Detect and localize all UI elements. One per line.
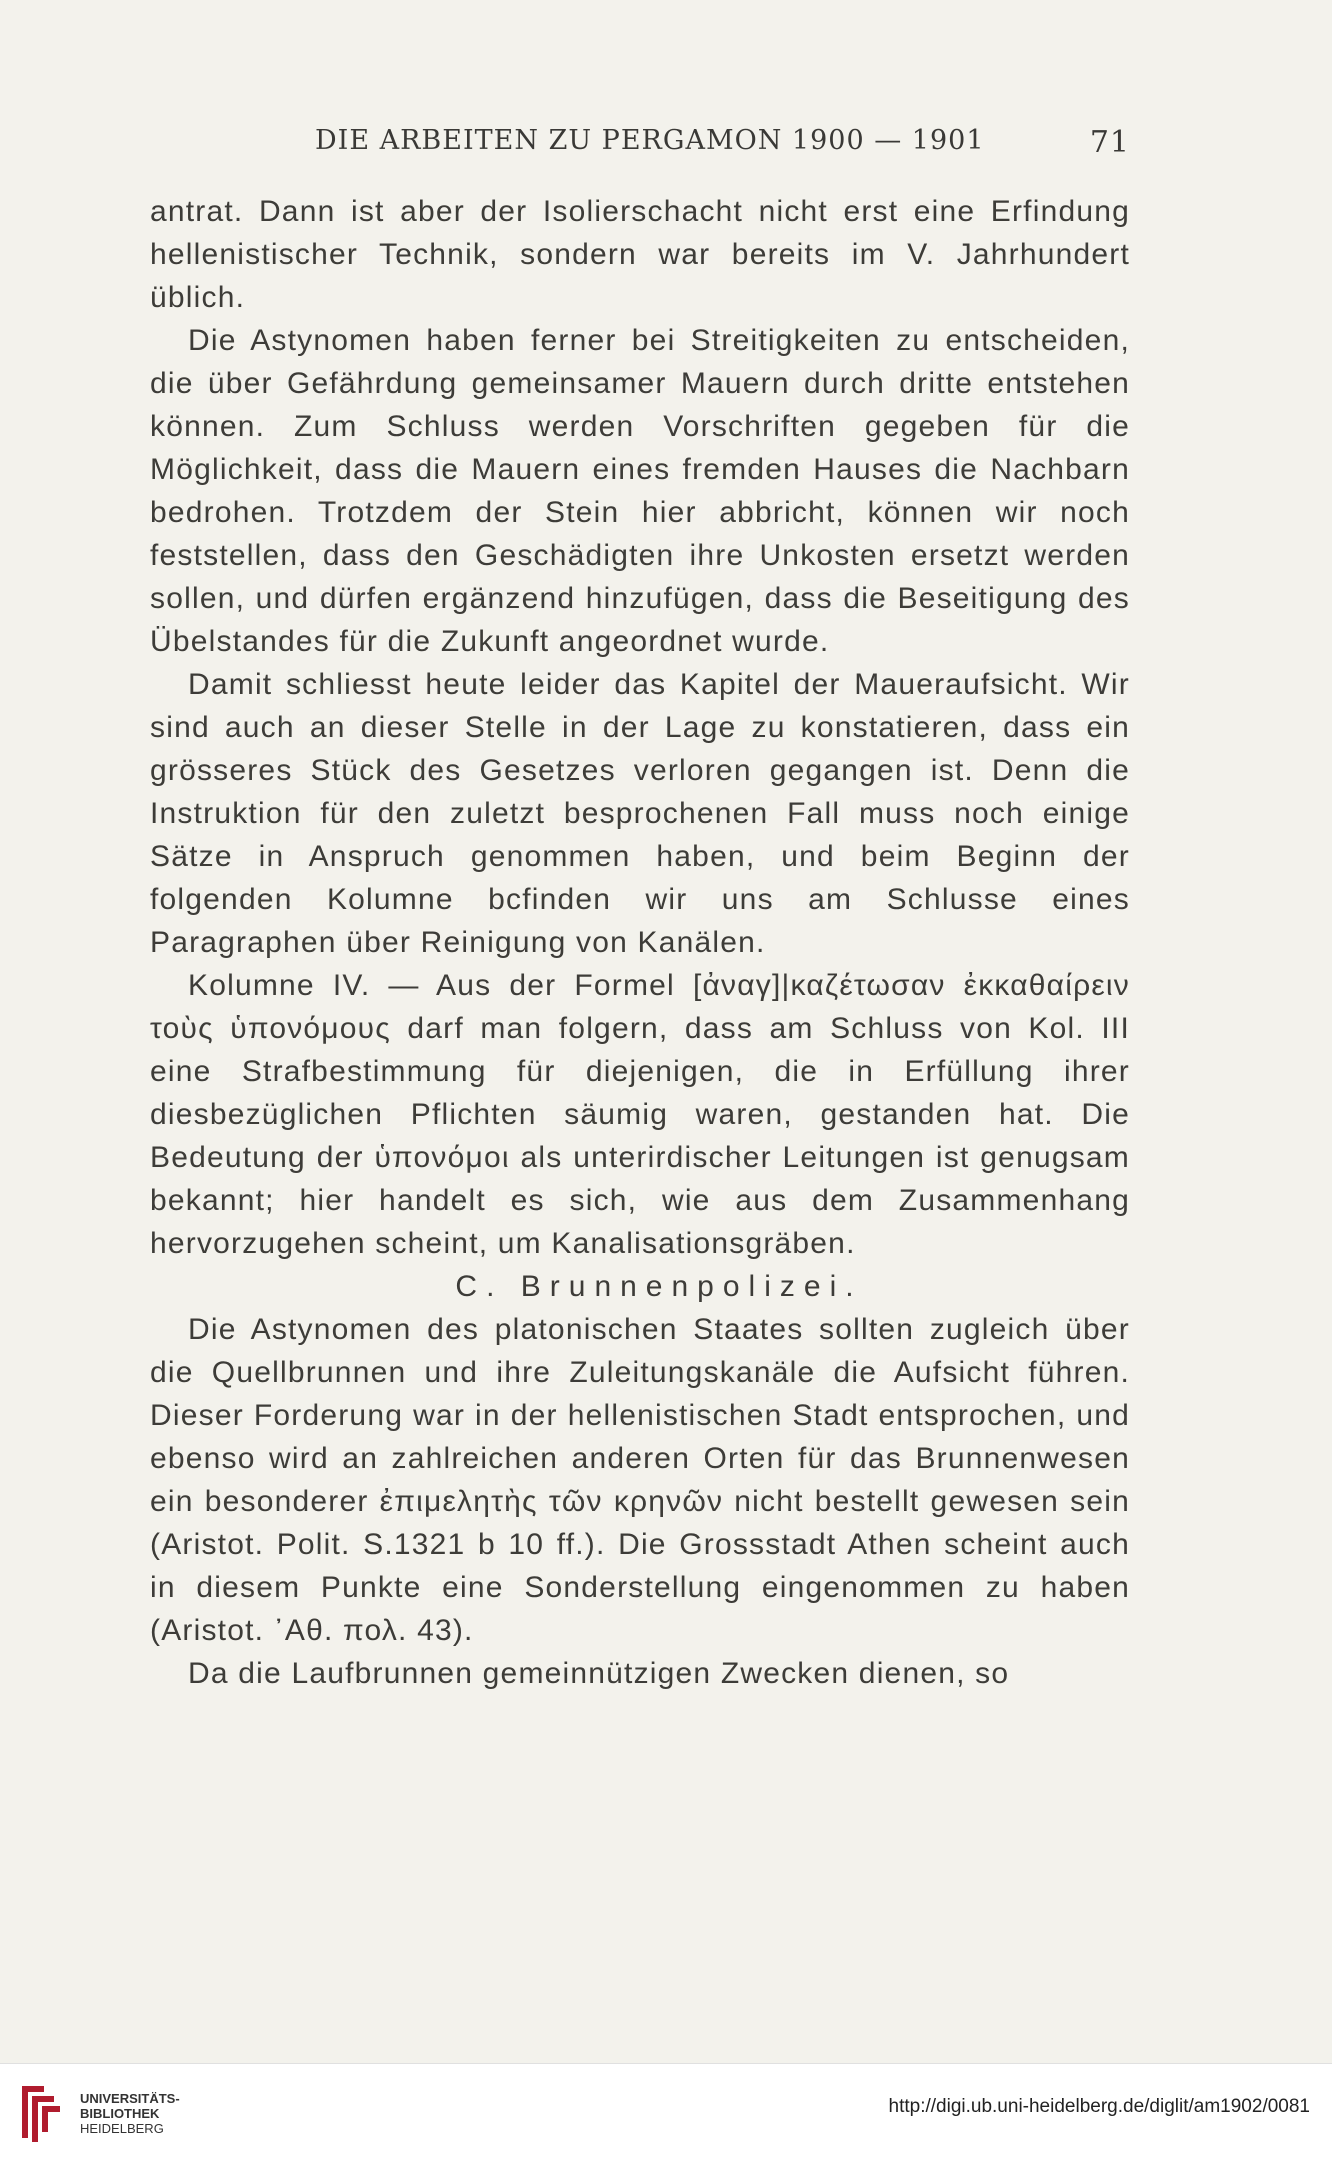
running-head-title: DIE ARBEITEN ZU PERGAMON 1900 — 1901: [315, 125, 985, 156]
library-name-line: UNIVERSITÄTS-: [80, 2091, 180, 2106]
university-library-logo-icon: [14, 2082, 64, 2144]
section-heading: C. Brunnenpolizei.: [455, 1270, 863, 1303]
page-number: 71: [1089, 125, 1130, 160]
running-head: [150, 125, 1130, 165]
library-name-line: BIBLIOTHEK: [80, 2106, 160, 2121]
library-name-line: HEIDELBERG: [80, 2121, 164, 2136]
paragraph: Da die Laufbrunnen gemeinnützigen Zwecken dienen, so: [188, 1657, 1010, 1690]
paragraph: Damit schliesst heute leider das Kapitel der Maueraufsicht. Wir sind auch an dieser Stelle in der Lage zu konstatieren, dass ein grösseres Stück des Gesetzes verloren gegangen ist. Denn die Instruktion für den zuletzt besprochenen Fall muss noch einige Sätze in Anspruch genommen haben, und beim Beginn der folgenden Kolumne bcfinden wir uns am Schlusse eines Paragraphen über Reinigung von Kanälen.: [150, 668, 1130, 959]
permalink-url[interactable]: http://digi.ub.uni-heidelberg.de/diglit/am1902/0081: [888, 2096, 1310, 2117]
paragraph: antrat. Dann ist aber der Isolierschacht nicht erst eine Erfindung hellenistischer Technik, sondern war bereits im V. Jahrhundert üblich.: [150, 195, 1130, 314]
body-text: [150, 190, 1130, 1695]
paragraph: Die Astynomen des platonischen Staates sollten zugleich über die Quellbrunnen und ihre Zuleitungskanäle die Aufsicht führen. Dieser Forderung war in der hellenistischen Stadt entsprochen, und ebenso wird an zahlreichen anderen Orten für das Brunnenwesen ein besonderer ἐπιμελητὴς τῶν κρηνῶν nicht bestellt gewesen sein (Aristot. Polit. S.1321 b 10 ff.). Die Grossstadt Athen scheint auch in diesem Punkte eine Sonderstellung eingenommen zu haben (Aristot. ᾿Αθ. πολ. 43).: [150, 1313, 1130, 1647]
paragraph: Die Astynomen haben ferner bei Streitigkeiten zu entscheiden, die über Gefährdung gemeinsamer Mauern durch dritte entstehen können. Zum Schluss werden Vorschriften gegeben für die Möglichkeit, dass die Mauern eines fremden Hauses die Nachbarn bedrohen. Trotzdem der Stein hier abbricht, können wir noch feststellen, dass den Geschädigten ihre Unkosten ersetzt werden sollen, und dürfen ergänzend hinzufügen, dass die Beseitigung des Übelstandes für die Zukunft angeordnet wurde.: [150, 324, 1130, 658]
library-name: [80, 2091, 180, 2136]
digitization-footer: [0, 2063, 1332, 2158]
paragraph: Kolumne IV. — Aus der Formel [ἀναγ]|καζέτωσαν ἐκκαθαίρειν τοὺς ὑπονόμους darf man folgern, dass am Schluss von Kol. III eine Strafbestimmung für diejenigen, die in Erfüllung ihrer diesbezüglichen Pflichten säumig waren, gestanden hat. Die Bedeutung der ὑπονόμοι als unterirdischer Leitungen ist genugsam bekannt; hier handelt es sich, wie aus dem Zusammenhang hervorzugehen scheint, um Kanalisationsgräben.: [150, 969, 1130, 1260]
